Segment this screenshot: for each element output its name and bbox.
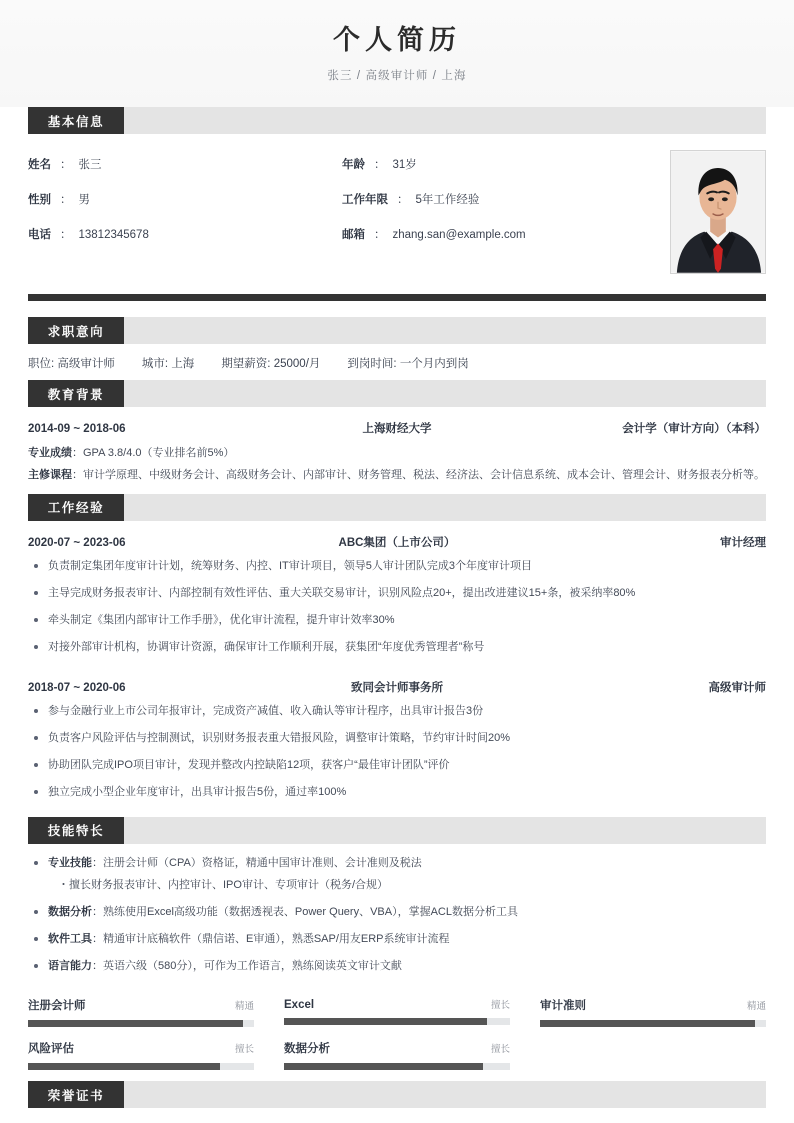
- entry-organization: ABC集团（上市公司）: [338, 536, 456, 549]
- skill-bar-track: [284, 1063, 510, 1070]
- info-value: 13812345678: [78, 229, 149, 242]
- skill-bar-top: [540, 997, 766, 1013]
- info-value: 31岁: [392, 159, 417, 172]
- skill-bar-grid: [0, 985, 794, 1078]
- info-item-age: [342, 156, 656, 172]
- section-header-skills: [28, 817, 766, 844]
- intent-value: 高级审计师: [57, 358, 115, 371]
- skill-label: 语言能力: [48, 960, 92, 973]
- skill-bar-placeholder: [540, 1040, 766, 1070]
- skill-bar-track: [284, 1018, 510, 1025]
- section-header-work: [28, 494, 766, 521]
- list-item: 独立完成小型企业年度审计，出具审计报告5份，通过率100%: [28, 784, 766, 801]
- section-header-basic: [28, 107, 766, 134]
- job-intention-row: [0, 344, 794, 380]
- intent-item-city: [142, 355, 194, 371]
- skill-bar-level: 精通: [746, 1001, 766, 1013]
- info-label: 性别: [28, 194, 51, 207]
- entry-role: 审计经理: [719, 536, 766, 549]
- list-item: 对接外部审计机构，协调审计资源，确保审计工作顺利开展，获集团“年度优秀管理者”称号: [28, 639, 766, 656]
- entry-date: 2018-07 ~ 2020-06: [28, 681, 126, 694]
- section-tab-label: 教育背景: [28, 380, 124, 407]
- skill-bar-item: [284, 997, 510, 1027]
- info-colon: ：: [374, 159, 386, 172]
- info-value: 男: [78, 194, 90, 207]
- list-item: 协助团队完成IPO项目审计，发现并整改内控缺陷12项，获客户“最佳审计团队”评价: [28, 757, 766, 774]
- intent-key: 城市:: [141, 358, 169, 371]
- info-item-email: [342, 226, 656, 242]
- info-item-name: [28, 156, 342, 172]
- skill-bar-fill: [540, 1020, 755, 1027]
- work-bullet-list: [28, 703, 766, 801]
- list-item: [28, 855, 766, 894]
- skill-bar-level: 擅长: [490, 1044, 510, 1056]
- education-gpa-line: [28, 444, 766, 466]
- skill-bar-name: Excel: [284, 999, 315, 1012]
- education-block: [0, 407, 794, 493]
- skill-text: ：熟练使用Excel高级功能（数据透视表、Power Query、VBA），掌握ACL数据分析工具: [92, 906, 518, 919]
- list-item: 主导完成财务报表审计、内部控制有效性评估、重大关联交易审计，识别风险点20+，提出改进建议15+条，被采纳率80%: [28, 585, 766, 602]
- work-entry-header: [28, 666, 766, 703]
- list-item: [28, 931, 766, 948]
- skill-bar-level: 精通: [234, 1001, 254, 1013]
- section-header-intent: [28, 317, 766, 344]
- skill-bar-name: 注册会计师: [28, 1000, 86, 1013]
- info-label: 年龄: [342, 159, 365, 172]
- entry-date: 2020-07 ~ 2023-06: [28, 536, 126, 549]
- skill-bar-name: 风险评估: [28, 1043, 74, 1056]
- info-label: 邮箱: [342, 229, 365, 242]
- info-colon: ：: [60, 159, 72, 172]
- skill-bar-top: [28, 1040, 254, 1056]
- info-colon: ：: [397, 194, 409, 207]
- intent-value: 一个月内到岗: [399, 358, 469, 371]
- intent-item-salary: [221, 355, 320, 371]
- skill-bar-fill: [28, 1020, 243, 1027]
- skill-bar-top: [284, 997, 510, 1011]
- detail-label: 主修课程: [28, 469, 72, 482]
- work-bullet-list: [28, 558, 766, 656]
- detail-text: ：审计学原理、中级财务会计、高级财务会计、内部审计、财务管理、税法、经济法、会计信息系统、成本会计、管理会计、财务报表分析等。: [72, 469, 765, 482]
- intent-key: 职位:: [28, 358, 55, 371]
- section-tab-label: 荣誉证书: [28, 1081, 124, 1108]
- info-label: 姓名: [28, 159, 51, 172]
- info-item-phone: [28, 226, 342, 242]
- skill-bar-top: [28, 997, 254, 1013]
- section-tab-label: 技能特长: [28, 817, 124, 844]
- skill-bar-item: [28, 997, 254, 1027]
- skill-bar-fill: [284, 1063, 483, 1070]
- avatar: [670, 150, 766, 274]
- portrait-photo-icon: [671, 151, 765, 273]
- skill-subline: ・擅长财务报表审计、内控审计、IPO审计、专项审计（税务/合规）: [58, 879, 389, 892]
- skills-bullet-list: [28, 844, 766, 975]
- page-title: 个人简历: [333, 25, 461, 55]
- list-item: 负责客户风险评估与控制测试，识别财务报表重大错报风险，调整审计策略，节约审计时间20%: [28, 730, 766, 747]
- skill-label: 软件工具: [48, 933, 92, 946]
- section-divider: [28, 294, 766, 301]
- skill-bar-top: [284, 1040, 510, 1056]
- skill-bar-item: [28, 1040, 254, 1070]
- intent-item-availability: [347, 355, 468, 371]
- info-value: 5年工作经验: [415, 194, 480, 207]
- intent-key: 到岗时间:: [347, 358, 397, 371]
- list-item: [28, 958, 766, 975]
- section-tab-label: 基本信息: [28, 107, 124, 134]
- basic-info-grid: [28, 150, 656, 242]
- intent-key: 期望薪资:: [221, 358, 271, 371]
- skill-bar-name: 数据分析: [284, 1043, 330, 1056]
- info-value: zhang.san@example.com: [392, 229, 526, 242]
- intent-item-position: [28, 355, 115, 371]
- list-item: 负责制定集团年度审计计划，统筹财务、内控、IT审计项目，领导5人审计团队完成3个年度审计项目: [28, 558, 766, 575]
- skill-bar-fill: [28, 1063, 220, 1070]
- skill-bar-track: [540, 1020, 766, 1027]
- skill-bar-item: [540, 997, 766, 1027]
- section-header-education: [28, 380, 766, 407]
- list-item: 参与金融行业上市公司年报审计，完成资产减值、收入确认等审计程序，出具审计报告3份: [28, 703, 766, 720]
- section-tab-label: 求职意向: [28, 317, 124, 344]
- intent-value: 上海: [171, 358, 195, 371]
- skill-bar-item: [284, 1040, 510, 1070]
- skill-bar-track: [28, 1063, 254, 1070]
- info-colon: ：: [60, 194, 72, 207]
- list-item: [28, 904, 766, 921]
- work-block: [0, 521, 794, 817]
- detail-label: 专业成绩: [28, 447, 72, 460]
- skill-text: ：英语六级（580分），可作为工作语言，熟练阅读英文审计文献: [92, 960, 402, 973]
- intent-value: 25000/月: [273, 358, 321, 371]
- info-item-experience-years: [342, 191, 656, 207]
- entry-role: 高级审计师: [708, 681, 766, 694]
- resume-header: [0, 0, 794, 107]
- info-label: 电话: [28, 229, 51, 242]
- info-colon: ：: [60, 229, 72, 242]
- section-tab-label: 工作经验: [28, 494, 124, 521]
- skill-bar-fill: [284, 1018, 487, 1025]
- skill-bar-level: 擅长: [234, 1044, 254, 1056]
- skill-bar-level: 擅长: [490, 1000, 510, 1012]
- skill-text: ：精通审计底稿软件（鼎信诺、E审通），熟悉SAP/用友ERP系统审计流程: [92, 933, 450, 946]
- education-entry-header: [28, 407, 766, 444]
- info-label: 工作年限: [342, 194, 388, 207]
- work-entry-header: [28, 521, 766, 558]
- basic-info-block: [0, 134, 794, 284]
- entry-organization: 致同会计师事务所: [350, 681, 443, 694]
- skill-bar-track: [28, 1020, 254, 1027]
- detail-text: ：GPA 3.8/4.0（专业排名前5%）: [72, 447, 235, 460]
- skill-label: 专业技能: [48, 856, 92, 869]
- page-subtitle: 张三 / 高级审计师 / 上海: [327, 70, 467, 83]
- education-courses-line: [28, 466, 766, 488]
- info-item-gender: [28, 191, 342, 207]
- entry-major: 会计学（审计方向）（本科）: [622, 423, 766, 436]
- skill-bar-name: 审计准则: [540, 1000, 586, 1013]
- info-value: 张三: [78, 159, 102, 172]
- list-item: 牵头制定《集团内部审计工作手册》，优化审计流程，提升审计效率30%: [28, 612, 766, 629]
- section-header-honors: [28, 1081, 766, 1108]
- info-colon: ：: [374, 229, 386, 242]
- entry-organization: 上海财经大学: [362, 423, 432, 436]
- skill-label: 数据分析: [48, 906, 92, 919]
- skill-text: ：注册会计师（CPA）资格证，精通中国审计准则、会计准则及税法: [92, 856, 422, 869]
- skills-block: [0, 844, 794, 975]
- entry-date: 2014-09 ~ 2018-06: [28, 423, 126, 436]
